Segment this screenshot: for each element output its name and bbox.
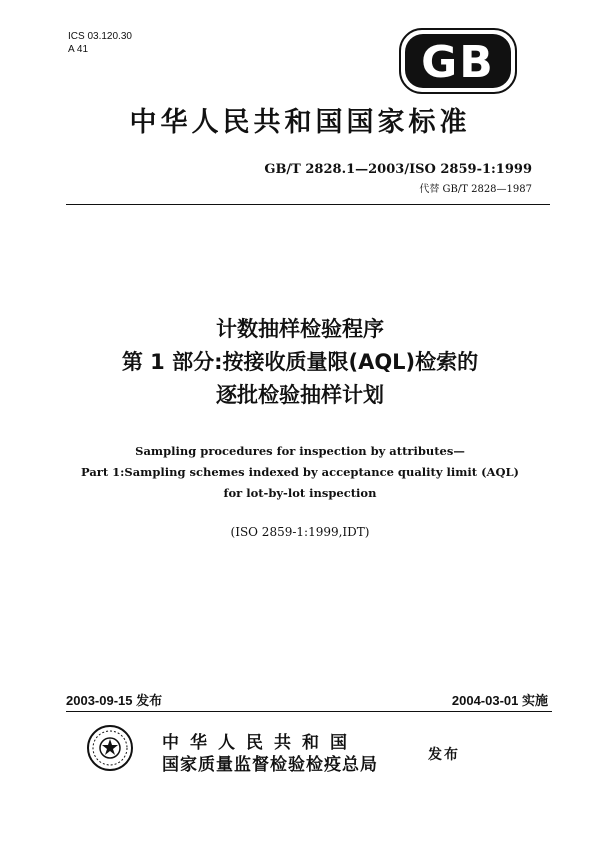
iso-equivalence: (ISO 2859-1:1999,IDT) [230, 525, 370, 539]
english-title-line-2: Part 1:Sampling schemes indexed by acceptance quality limit (AQL) [80, 465, 520, 479]
replaces-note: 代替 GB/T 2828—1987 [419, 184, 532, 195]
implementation-date: 2004-03-01 实施 [451, 693, 548, 708]
footer-divider [66, 711, 552, 712]
national-standard-title: 中华人民共和国国家标准 [129, 107, 471, 138]
publication-date: 2003-09-15 发布 [66, 693, 163, 708]
english-title-line-1: Sampling procedures for inspection by attributes— [135, 444, 465, 458]
official-seal-icon [86, 724, 134, 772]
chinese-title-line-2: 第 1 部分:按接收质量限(AQL)检索的 [121, 350, 479, 374]
gb-logo-text: GB [421, 37, 495, 88]
gb-logo [399, 28, 517, 94]
issuing-authority [162, 732, 378, 776]
issue-label: 发布 [428, 747, 460, 763]
english-title-line-3: for lot-by-lot inspection [223, 486, 377, 500]
ccs-code: A 41 [68, 44, 89, 55]
chinese-title-line-1: 计数抽样检验程序 [216, 317, 384, 341]
header-divider [66, 204, 550, 205]
standard-code: GB/T 2828.1—2003/ISO 2859-1:1999 [264, 162, 532, 177]
chinese-title-line-3: 逐批检验抽样计划 [216, 383, 384, 407]
ics-code: ICS 03.120.30 [68, 31, 132, 42]
chinese-title [0, 313, 600, 412]
issuer-line-2: 国家质量监督检验检疫总局 [162, 755, 378, 775]
issuer-line-1: 中华人民共和国 [162, 733, 358, 753]
classification-codes [68, 30, 132, 56]
english-title [0, 441, 600, 504]
